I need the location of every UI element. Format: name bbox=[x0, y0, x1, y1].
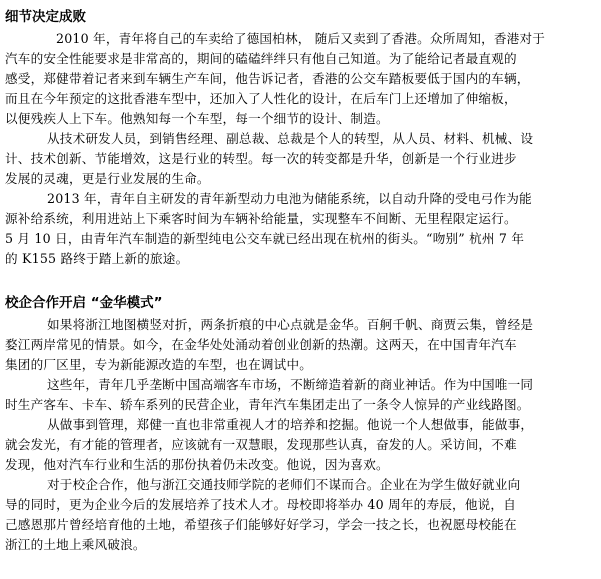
section-body-jinhua-model bbox=[5, 315, 597, 555]
paragraph-line: 发展的灵魂，更是行业发展的生命。 bbox=[5, 171, 210, 186]
paragraph-line: 2013 年，青年自主研发的青年新型动力电池为储能系统，以自动升降的受电弓作为能 bbox=[47, 191, 532, 206]
paragraph-line: 发现，他对汽车行业和生活的那份执着仍未改变。他说，因为喜欢。 bbox=[5, 457, 389, 472]
paragraph-line: 浙江的土地上乘风破浪。 bbox=[5, 537, 146, 552]
paragraph-line: 计、技术创新、节能增效，这是行业的转型。每一次的转变都是升华，创新是一个行业进步 bbox=[5, 151, 517, 166]
paragraph-line: 对于校企合作，他与浙江交通技师学院的老师们不谋而合。企业在为学生做好就业向 bbox=[47, 477, 521, 492]
paragraph-line: 集团的厂区里，专为新能源改造的车型，也在调试中。 bbox=[5, 357, 313, 372]
paragraph-line: 如果将浙江地图横竖对折，两条折痕的中心点就是金华。百舸千帆、商贾云集，曾经是 bbox=[47, 317, 534, 332]
paragraph-line: 2010 年，青年将自己的车卖给了德国柏林， 随后又卖到了香港。众所周知，香港对于 bbox=[56, 31, 546, 46]
paragraph-line: 己感恩那片曾经培育他的土地，希望孩子们能够好好学习，学会一技之长，也祝愿母校能在 bbox=[5, 517, 517, 532]
paragraph-line: 的 K155 路终于踏上新的旅途。 bbox=[5, 251, 189, 266]
section-heading-jinhua-model: 校企合作开启 “金华模式” bbox=[5, 295, 163, 311]
section-body-details bbox=[5, 29, 597, 269]
paragraph-line: 从做事到管理，郑健一直也非常重视人才的培养和挖掘。他说一个人想做事，能做事， bbox=[47, 417, 534, 432]
section-heading-details: 细节决定成败 bbox=[5, 9, 86, 25]
paragraph-line: 婺江两岸常见的情景。如今，在金华处处涌动着创业创新的热潮。这两天，在中国青年汽车 bbox=[5, 337, 517, 352]
paragraph-line: 这些年，青年几乎垄断中国高端客车市场，不断缔造着新的商业神话。作为中国唯一同 bbox=[47, 377, 534, 392]
paragraph-line: 5 月 10 日，由青年汽车制造的新型纯电公交车就已经出现在杭州的街头。“吻别” 杭州 7 年 bbox=[5, 231, 525, 246]
paragraph-line: 源补给系统，利用进站上下乘客时间为车辆补给能量，实现整车不间断、无里程限定运行。 bbox=[5, 211, 517, 226]
paragraph-line: 就会发光，有才能的管理者，应该就有一双慧眼，发现那些认真，奋发的人。采访间，不难 bbox=[5, 437, 517, 452]
paragraph-line: 时生产客车、卡车、轿车系列的民营企业，青年汽车集团走出了一条令人惊异的产业线路图。 bbox=[5, 397, 530, 412]
paragraph-line: 感受，郑健带着记者来到车辆生产车间，他告诉记者，香港的公交车踏板要低于国内的车辆， bbox=[5, 71, 530, 86]
paragraph-line: 从技术研发人员，到销售经理、副总裁、总裁是个人的转型，从人员、材料、机械、设 bbox=[47, 131, 534, 146]
paragraph-line: 而且在今年预定的这批香港车型中，还加入了人性化的设计，在后车门上还增加了伸缩板， bbox=[5, 91, 517, 106]
paragraph-line: 以便残疾人上下车。他熟知每一个车型，每一个细节的设计、制造。 bbox=[5, 111, 389, 126]
paragraph-line: 汽车的安全性能要求是非常高的，期间的磕磕绊绊只有他自己知道。为了能给记者最直观的 bbox=[5, 51, 517, 66]
paragraph-line: 导的同时，更为企业今后的发展培养了技术人才。母校即将举办 40 周年的寿辰，他说，自 bbox=[5, 497, 516, 512]
